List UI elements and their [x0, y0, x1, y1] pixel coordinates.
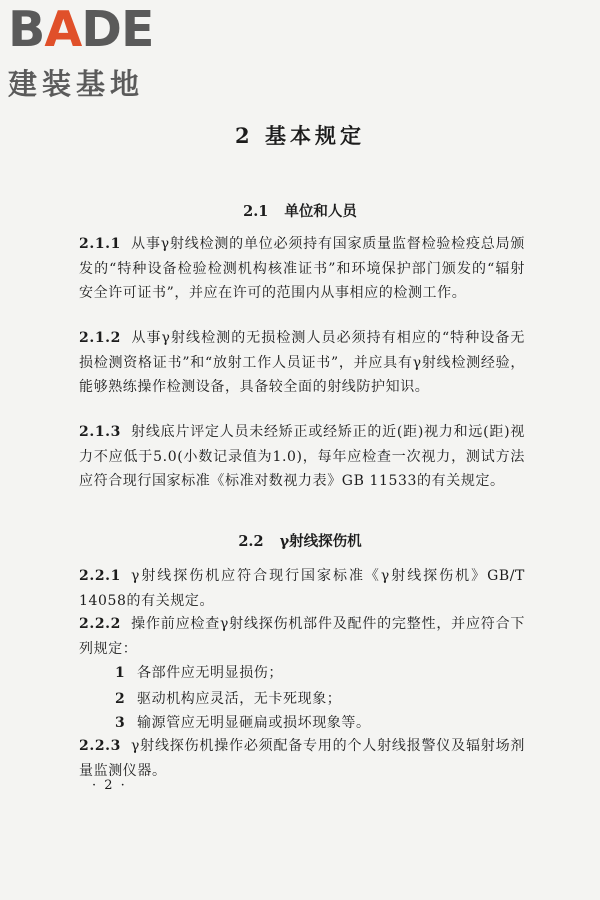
clause — [79, 326, 525, 400]
clause — [79, 734, 525, 783]
clause-number: 2.2.3 — [79, 738, 121, 754]
list-item: 3 输源管应无明显砸扁或损坏现象等。 — [115, 715, 371, 731]
clause-text: γ射线探伤机应符合现行国家标准《γ射线探伤机》GB/T 14058的有关规定。 — [79, 568, 525, 609]
page-number: · 2 · — [92, 778, 127, 793]
list-item: 2 驱动机构应灵活，无卡死现象； — [115, 691, 342, 707]
logo-tagline: 建装基地 — [8, 67, 145, 101]
chapter-title: 2 基本规定 — [235, 123, 365, 148]
clause-number: 2.1.2 — [79, 330, 121, 346]
clause-number: 2.1.3 — [79, 424, 121, 440]
section-heading: 2.2 γ射线探伤机 — [238, 533, 362, 550]
clause-number: 2.1.1 — [79, 236, 121, 252]
clause — [79, 420, 525, 494]
clause-text: 从事γ射线检测的单位必须持有国家质量监督检验检疫总局颁发的“特种设备检验检测机构核准证书”和环境保护部门颁发的“辐射安全许可证书”，并应在许可的范围内从事相应的检测工作。 — [79, 236, 525, 302]
list-item: 1 各部件应无明显损伤； — [115, 665, 283, 681]
clause-text: 操作前应检查γ射线探伤机部件及配件的完整性，并应符合下列规定： — [79, 616, 525, 657]
logo — [8, 2, 178, 103]
clause-number: 2.2.2 — [79, 616, 121, 632]
section-heading: 2.1 单位和人员 — [243, 203, 357, 220]
clause-text: γ射线探伤机操作必须配备专用的个人射线报警仪及辐射场剂量监测仪器。 — [79, 738, 525, 779]
clause — [79, 564, 525, 613]
logo-wordmark: BADE — [8, 1, 154, 58]
clause-text: 射线底片评定人员未经矫正或经矫正的近(距)视力和远(距)视力不应低于5.0(小数记录值为1.0)，每年应检查一次视力，测试方法应符合现行国家标准《标准对数视力表》GB 11533的有关规定。 — [79, 424, 525, 490]
clause-text: 从事γ射线检测的无损检测人员必须持有相应的“特种设备无损检测资格证书”和“放射工作人员证书”，并应具有γ射线检测经验，能够熟练操作检测设备，具备较全面的射线防护知识。 — [79, 330, 525, 396]
clause — [79, 232, 525, 306]
clause — [79, 612, 525, 661]
clause-number: 2.2.1 — [79, 568, 121, 584]
